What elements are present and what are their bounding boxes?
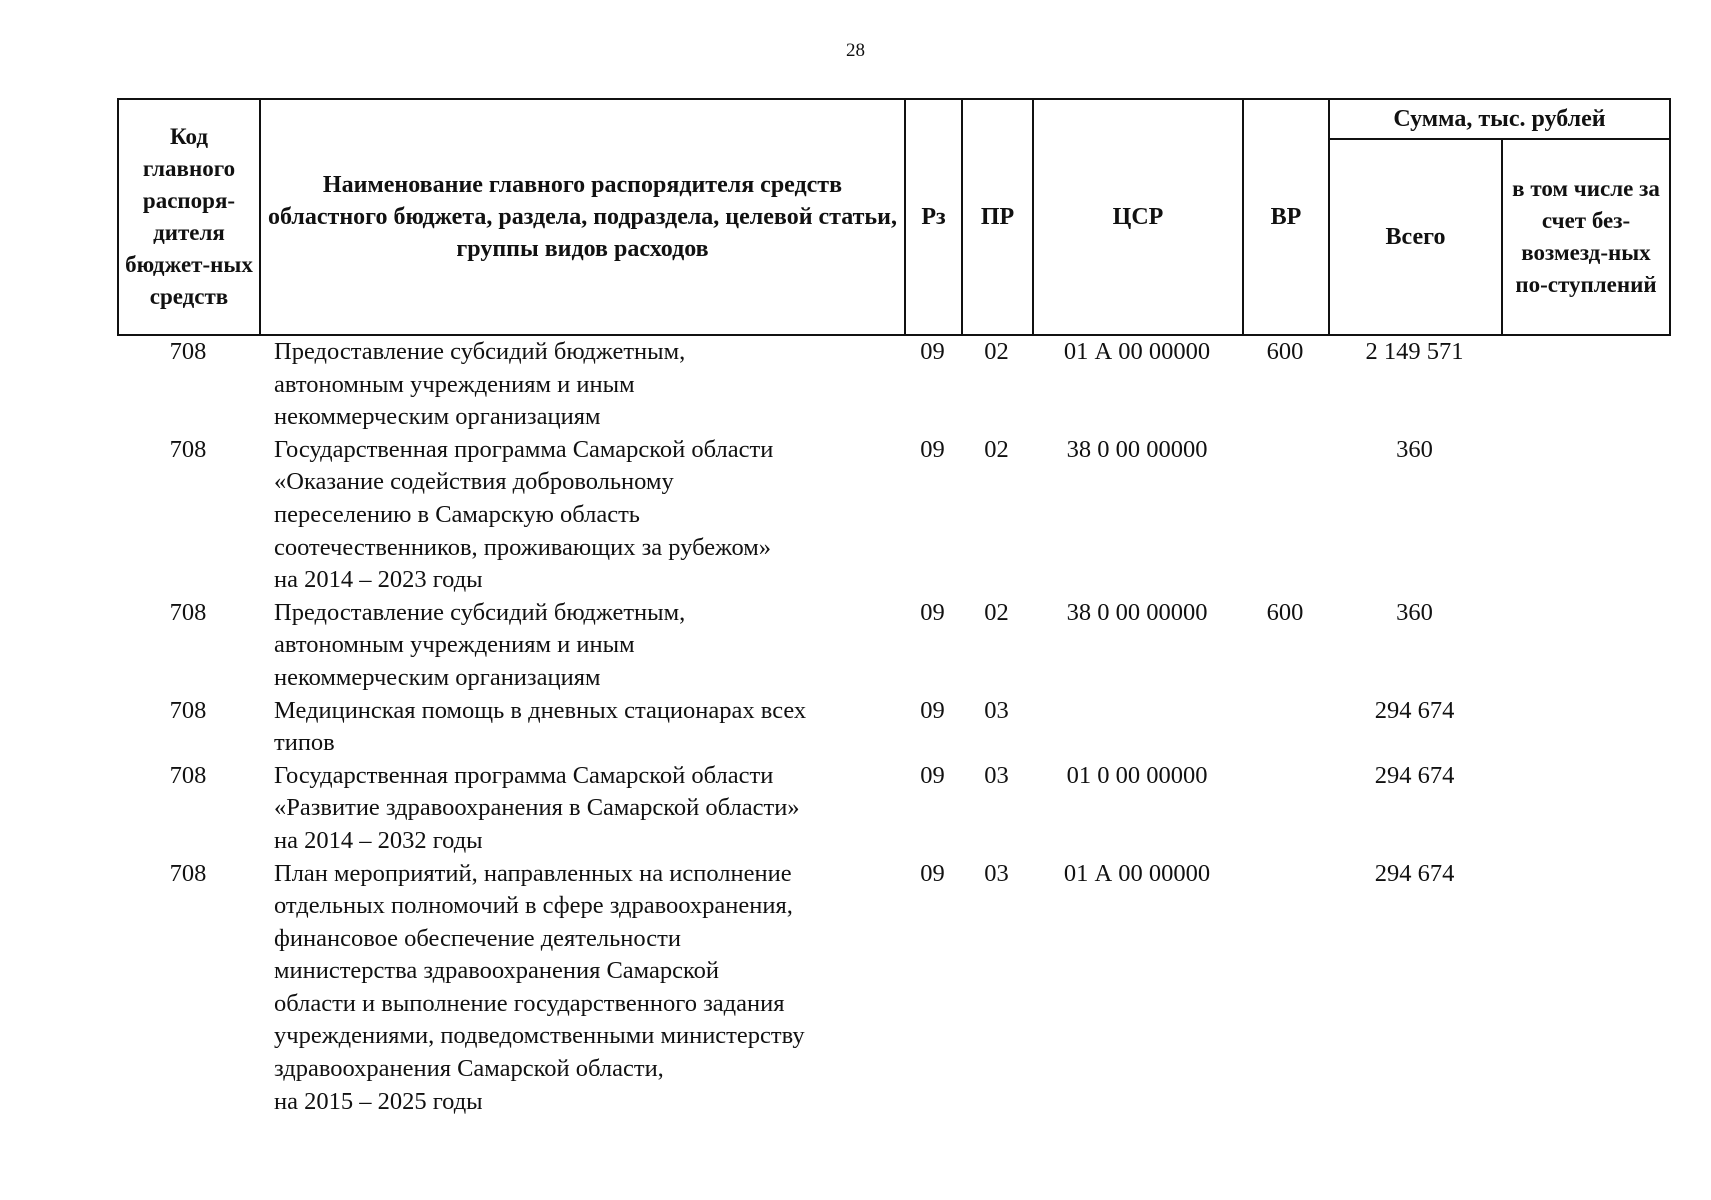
row-rz: 09 <box>920 761 945 789</box>
row-code: 708 <box>169 598 207 626</box>
row-code: 708 <box>169 761 207 789</box>
row-csr: 38 0 00 00000 <box>1066 435 1208 463</box>
row-total: 294 674 <box>1374 761 1455 789</box>
row-name: План мероприятий, направленных на исполнение отдельных полномочий в сфере здравоохранения, финансовое обеспечение деятельности министерства здравоохранения Самарской области и выполнение государственного задания учреждениями, подведомственными министерству здравоохранения Самарской области, на 2015 – 2025 годы <box>274 859 805 1115</box>
row-total: 294 674 <box>1374 859 1455 887</box>
row-pr: 02 <box>984 338 1009 365</box>
header-rz: Рз <box>905 99 962 335</box>
row-code: 708 <box>169 859 207 887</box>
row-pr: 03 <box>984 761 1009 789</box>
header-name: Наименование главного распорядителя средств областного бюджета, раздела, подраздела, целевой статьи, группы видов расходов <box>260 99 905 335</box>
row-vr: 600 <box>1266 338 1304 365</box>
header-csr: ЦСР <box>1033 99 1243 335</box>
row-rz: 09 <box>920 338 945 365</box>
row-rz: 09 <box>920 696 945 724</box>
row-name: Государственная программа Самарской области «Развитие здравоохранения в Самарской области» на 2014 – 2032 годы <box>274 761 800 854</box>
table-header <box>117 98 1671 336</box>
table-body <box>117 336 1669 1118</box>
table-row <box>117 760 1669 858</box>
row-pr: 03 <box>984 696 1009 724</box>
row-csr: 01 0 00 00000 <box>1066 761 1208 789</box>
row-name: Государственная программа Самарской области «Оказание содействия добровольному переселению в Самарскую область соотечественников, проживающих за рубежом» на 2014 – 2023 годы <box>274 435 774 594</box>
row-pr: 03 <box>984 859 1009 887</box>
row-pr: 02 <box>984 435 1009 463</box>
table-row <box>117 336 1669 434</box>
header-total: Всего <box>1329 139 1502 335</box>
row-csr: 01 А 00 00000 <box>1063 338 1211 365</box>
row-rz: 09 <box>920 435 945 463</box>
row-rz: 09 <box>920 598 945 626</box>
row-pr: 02 <box>984 598 1009 626</box>
row-vr <box>1242 858 1328 1119</box>
row-vr <box>1242 760 1328 858</box>
row-total: 360 <box>1396 435 1433 463</box>
header-code: Код главного распоря-дителя бюджет-ных средств <box>118 99 260 335</box>
table-row <box>117 695 1669 760</box>
row-name: Медицинская помощь в дневных стационарах всех типов <box>274 696 807 757</box>
header-incl: в том числе за счет без-возмезд-ных по-ступлений <box>1502 139 1670 335</box>
table-row <box>117 434 1669 597</box>
row-incl <box>1501 695 1669 760</box>
header-vr: ВР <box>1243 99 1329 335</box>
row-csr <box>1032 695 1242 760</box>
row-vr <box>1242 434 1328 597</box>
row-incl <box>1501 336 1669 434</box>
row-vr: 600 <box>1266 598 1304 626</box>
table-row <box>117 597 1669 695</box>
row-total: 360 <box>1396 598 1433 626</box>
row-name: Предоставление субсидий бюджетным, автономным учреждениям и иным некоммерческим организациям <box>274 598 686 691</box>
row-incl <box>1501 760 1669 858</box>
row-total: 294 674 <box>1374 696 1455 724</box>
row-name: Предоставление субсидий бюджетным, автономным учреждениям и иным некоммерческим организациям <box>274 338 686 431</box>
row-code: 708 <box>169 435 207 463</box>
row-code: 708 <box>169 338 207 365</box>
table-row <box>117 858 1669 1119</box>
row-incl <box>1501 597 1669 695</box>
row-incl <box>1501 434 1669 597</box>
row-csr: 01 А 00 00000 <box>1063 859 1211 887</box>
row-rz: 09 <box>920 859 945 887</box>
row-vr <box>1242 695 1328 760</box>
row-code: 708 <box>169 696 207 724</box>
header-sum: Сумма, тыс. рублей <box>1329 99 1670 139</box>
row-csr: 38 0 00 00000 <box>1066 598 1208 626</box>
row-total: 2 149 571 <box>1365 338 1464 365</box>
header-pr: ПР <box>962 99 1033 335</box>
page-number: 28 <box>846 40 865 61</box>
row-incl <box>1501 858 1669 1119</box>
